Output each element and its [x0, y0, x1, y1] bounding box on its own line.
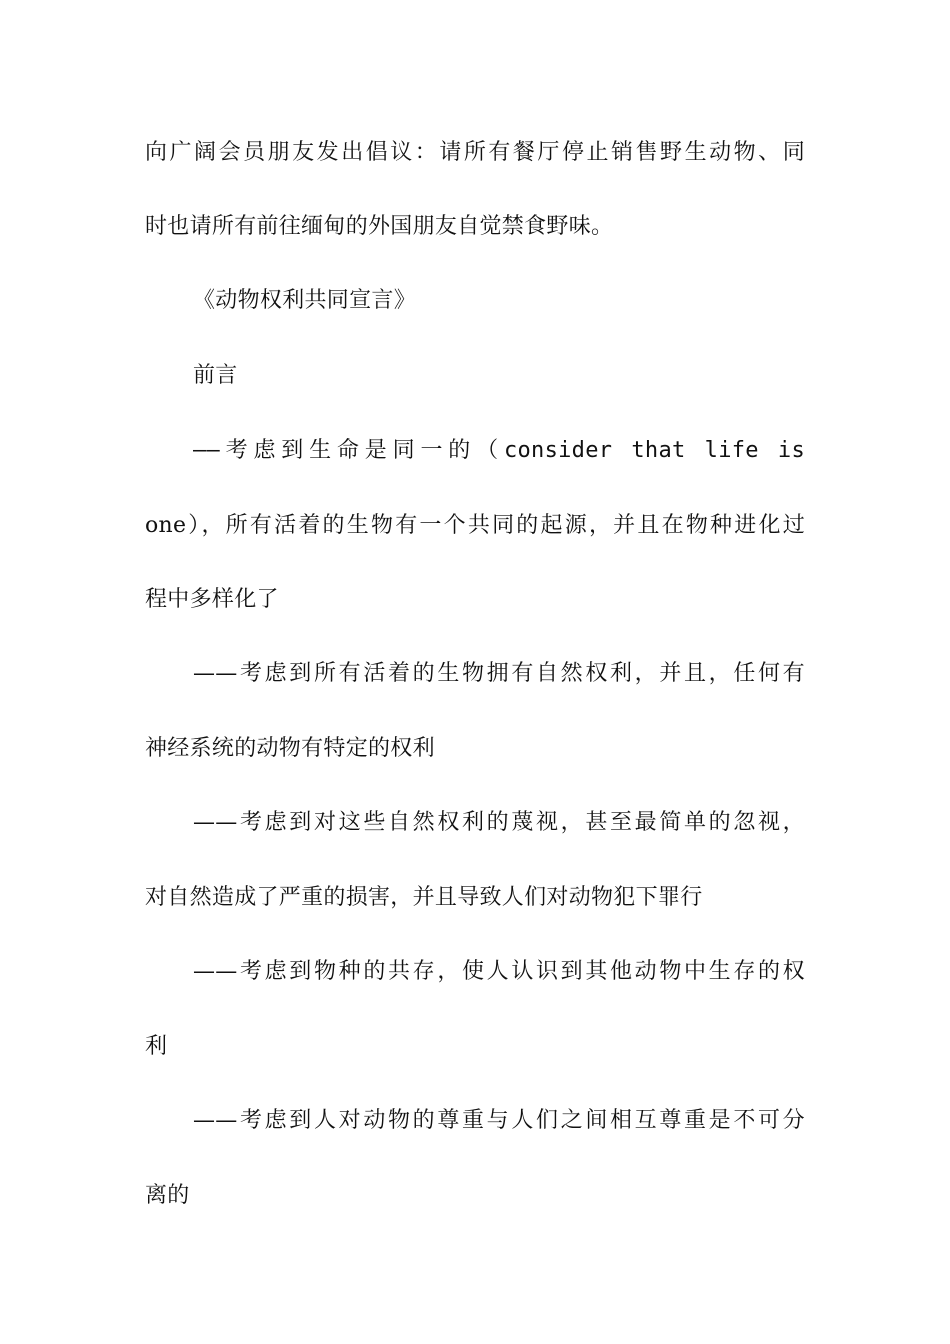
clause-3-line-2: 对自然造成了严重的损害，并且导致人们对动物犯下罪行 — [145, 885, 703, 910]
clause-1-line-3: 程中多样化了 — [145, 587, 279, 612]
section-heading-preface: 前言 — [193, 363, 238, 388]
clause-1-line-2: one），所有活着的生物有一个共同的起源，并且在物种进化过 — [145, 513, 805, 538]
clause-5-line-1: ——考虑到人对动物的尊重与人们之间相互尊重是不可分 — [193, 1108, 805, 1133]
clause-4-line-1: ——考虑到物种的共存，使人认识到其他动物中生存的权 — [193, 959, 805, 984]
clause-4-line-2: 利 — [145, 1034, 168, 1059]
clause-2-line-1: ——考虑到所有活着的生物拥有自然权利，并且，任何有 — [193, 661, 805, 686]
clause-2-line-2: 神经系统的动物有特定的权利 — [145, 736, 435, 761]
clause-3-line-1: ——考虑到对这些自然权利的蔑视，甚至最简单的忽视， — [193, 810, 805, 835]
clause-1-line-1: ——考虑到生命是同一的（consider that life is — [193, 438, 805, 463]
paragraph-line-1: 向广阔会员朋友发出倡议：请所有餐厅停止销售野生动物、同 — [145, 140, 805, 165]
paragraph-line-2: 时也请所有前往缅甸的外国朋友自觉禁食野味。 — [145, 214, 614, 239]
document-title: 《动物权利共同宣言》 — [193, 288, 417, 313]
clause-5-line-2: 离的 — [145, 1183, 190, 1208]
